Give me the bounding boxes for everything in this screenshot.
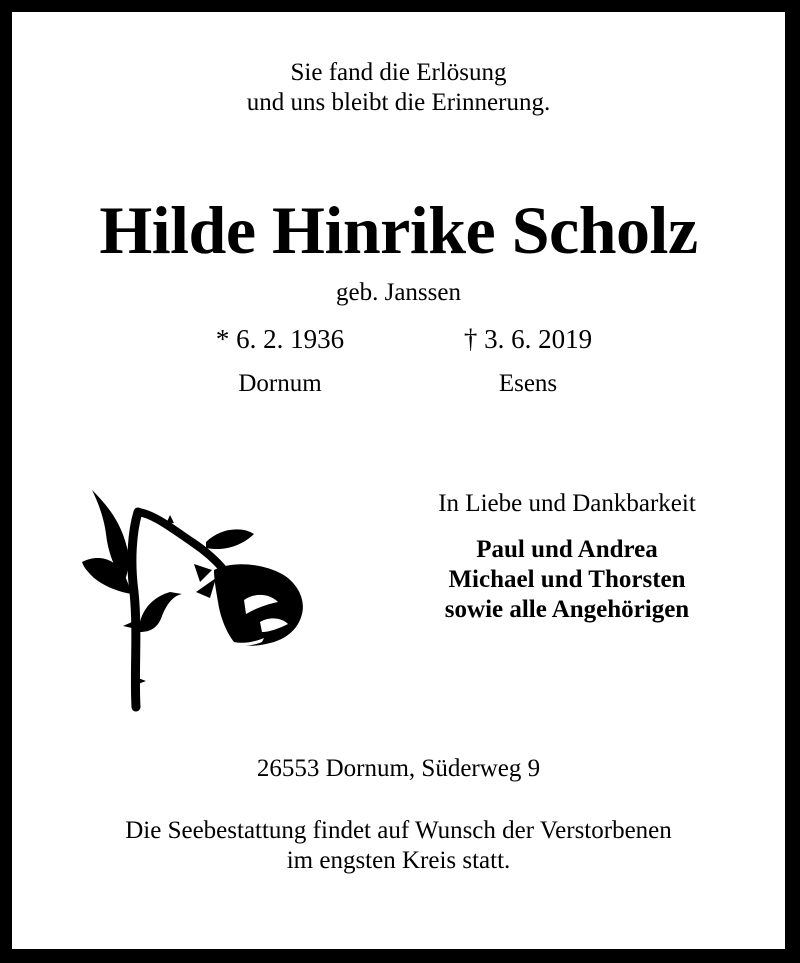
funeral-note-line-1: Die Seebestattung findet auf Wunsch der Verstorbenen bbox=[125, 817, 672, 844]
funeral-note-line-2: im engsten Kreis statt. bbox=[286, 847, 511, 874]
birth-place: Dornum bbox=[238, 370, 322, 397]
funeral-note bbox=[12, 816, 785, 876]
motto-line-1: Sie fand die Erlösung bbox=[290, 59, 507, 86]
family-lead: In Liebe und Dankbarkeit bbox=[438, 490, 696, 517]
family-name-line: Michael und Thorsten bbox=[448, 566, 686, 593]
motto bbox=[12, 58, 785, 118]
maiden-name: geb. Janssen bbox=[336, 279, 461, 306]
death-date: † 3. 6. 2019 bbox=[463, 324, 593, 354]
obituary-notice bbox=[12, 12, 785, 949]
death-place: Esens bbox=[498, 370, 558, 397]
rose-icon bbox=[74, 482, 314, 717]
family-section bbox=[402, 489, 732, 625]
motto-line-2: und uns bleibt die Erinnerung. bbox=[246, 89, 551, 116]
family-names bbox=[402, 535, 732, 625]
family-name-line: Paul und Andrea bbox=[476, 536, 658, 563]
family-name-line: sowie alle Angehörigen bbox=[444, 596, 690, 623]
birth-date: * 6. 2. 1936 bbox=[215, 324, 345, 354]
address: 26553 Dornum, Süderweg 9 bbox=[256, 755, 541, 782]
deceased-name: Hilde Hinrike Scholz bbox=[99, 192, 698, 268]
